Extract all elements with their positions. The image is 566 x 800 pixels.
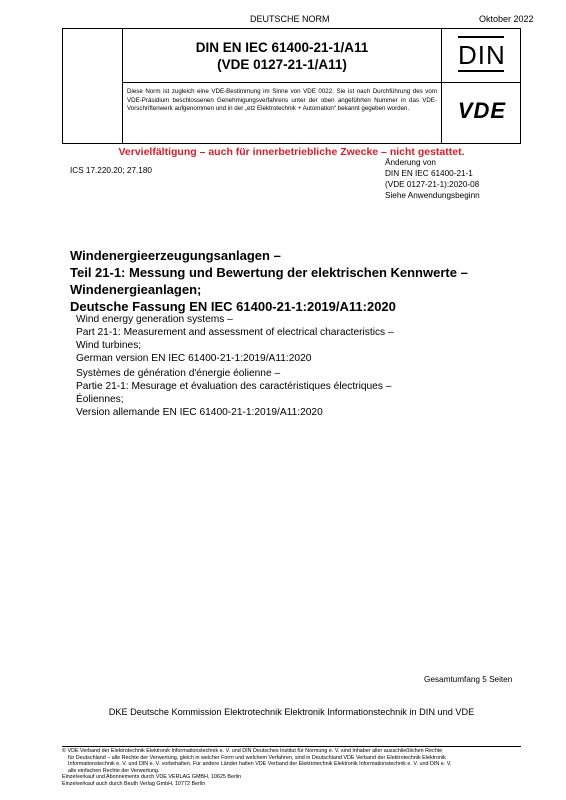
- title-german-line-3: Windenergieanlagen;: [70, 282, 202, 297]
- vde-number: (VDE 0127-21-1/A11): [217, 57, 347, 72]
- vde-note: Diese Norm ist zugleich eine VDE-Bestimmung im Sinne von VDE 0022. Sie ist nach Durchführung des vom VDE-Präsidium beschlossenen Genehmigungsverfahrens unter der oben angeführten Nummer in das VDE-Vorschriftenwerk aufgenommen und in der „etz Elektrotechnik + Automation“ bekannt gegeben worden.: [127, 88, 437, 113]
- title-german-line-4: Deutsche Fassung EN IEC 61400-21-1:2019/A11:2020: [70, 299, 396, 314]
- din-logo-text: DIN: [458, 40, 506, 70]
- title-french-line-2: Partie 21-1: Mesurage et évaluation des caractéristiques électriques –: [76, 381, 392, 392]
- title-english-line-4: German version EN IEC 61400-21-1:2019/A11:2020: [76, 353, 312, 364]
- box-divider-middle: [122, 82, 521, 83]
- issue-date: Oktober 2022: [479, 14, 534, 24]
- copyright-line-2: für Deutschland – alle Rechte der Verwertung, gleich in welcher Form und welchem Verfahren, sind in Deutschland VDE Verband der Elektrotechnik Elektronik: [68, 754, 446, 761]
- title-english-line-1: Wind energy generation systems –: [76, 314, 233, 325]
- title-french-line-1: Systèmes de génération d'énergie éolienne –: [76, 368, 281, 379]
- sales-line-1: Einzelverkauf und Abonnements durch VDE VERLAG GMBH, 10625 Berlin: [62, 774, 242, 781]
- copy-warning: Vervielfältigung – auch für innerbetriebliche Zwecke – nicht gestattet.: [118, 146, 465, 158]
- change-line-2: DIN EN IEC 61400-21-1: [385, 169, 473, 178]
- title-french-line-3: Éoliennes;: [76, 394, 124, 405]
- copyright-line-1: © VDE Verband der Elektrotechnik Elektronik Informationstechnik e. V. und DIN Deutsches Institut für Normung e. V. sind Inhaber aller ausschließlichen Rechte: [62, 748, 443, 754]
- change-line-4: Siehe Anwendungsbeginn: [385, 191, 480, 200]
- din-logo: [458, 36, 504, 74]
- dke-line: DKE Deutsche Kommission Elektrotechnik Elektronik Informationstechnik in DIN und VDE: [108, 707, 475, 717]
- copyright-line-3: Informationstechnik e. V. und DIN e. V. vorbehalten. Für andere Länder halten VDE Verband der Elektrotechnik Elektronik Informationstechnik e. V. und DIN e. V.: [68, 761, 452, 768]
- ics-codes: ICS 17.220.20; 27.180: [70, 166, 152, 175]
- vde-logo: VDE: [457, 98, 507, 123]
- title-french-line-4: Version allemande EN IEC 61400-21-1:2019/A11:2020: [76, 407, 323, 418]
- title-german-line-1: Windenergieerzeugungsanlagen –: [70, 248, 281, 263]
- title-english-line-3: Wind turbines;: [76, 340, 142, 351]
- title-french: [76, 367, 526, 419]
- title-german-line-2: Teil 21-1: Messung und Bewertung der elektrischen Kennwerte –: [70, 265, 468, 280]
- total-pages: Gesamtumfang 5 Seiten: [424, 675, 513, 684]
- change-line-1: Änderung von: [385, 158, 436, 167]
- copyright-notice: [62, 748, 532, 788]
- change-line-3: (VDE 0127-21-1):2020-08: [385, 180, 480, 189]
- footer-rule: [62, 746, 521, 747]
- title-english: [76, 313, 526, 365]
- copyright-line-4: alle einfachen Rechte der Verwertung.: [68, 767, 160, 774]
- change-info: [385, 157, 480, 201]
- standard-type-label: DEUTSCHE NORM: [250, 14, 330, 24]
- norm-number: DIN EN IEC 61400-21-1/A11: [195, 40, 369, 55]
- box-divider-right: [441, 28, 442, 144]
- sales-line-2: Einzelverkauf auch durch Beuth Verlag GmbH, 10772 Berlin: [62, 780, 206, 787]
- title-german: [70, 247, 530, 315]
- title-english-line-2: Part 21-1: Measurement and assessment of electrical characteristics –: [76, 327, 394, 338]
